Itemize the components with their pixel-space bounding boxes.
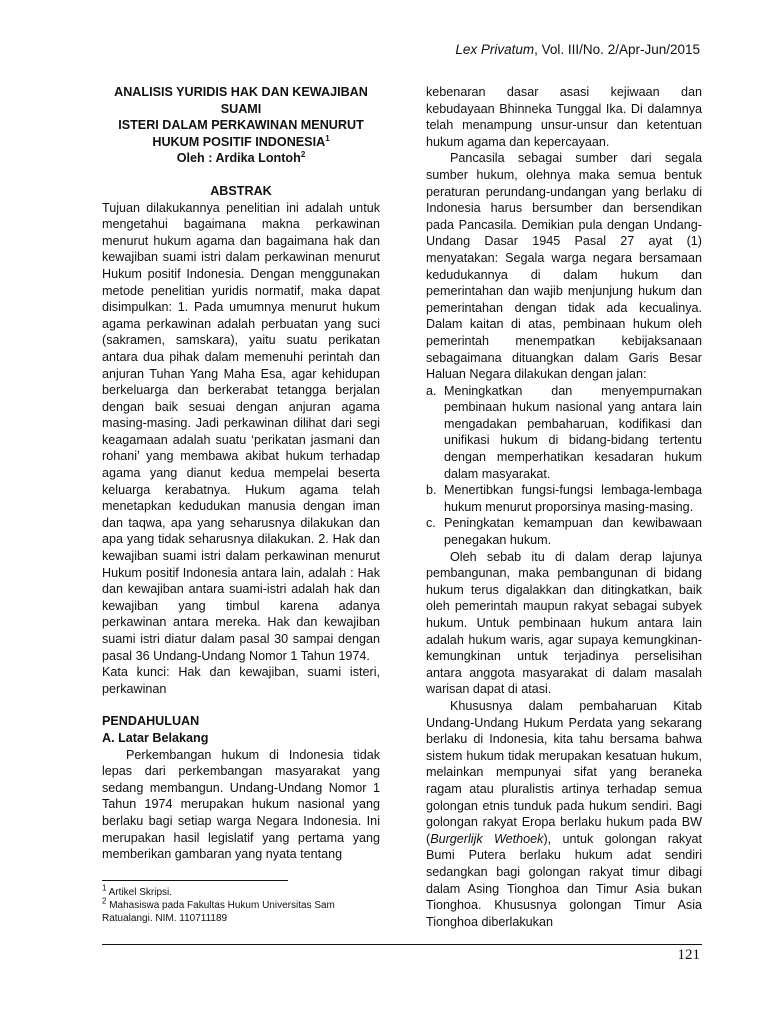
abstract-body: Tujuan dilakukannya penelitian ini adalah untuk mengetahui bagaimana makna perkawinan menurut hukum agama dan bagaimana hak dan kewajiban suami istri dalam perkawinan menurut Hukum positif Indonesia. Dengan menggunakan metode penelitian yuridis normatif, maka dapat disimpulkan: 1. Pada umumnya menurut hukum agama perkawinan adalah perbuatan yang suci (sakramen, samskara), yaitu suatu perikatan antara dua pihak dalam memenuhi perintah dan anjuran Tuhan Yang Maha Esa, agar kehidupan berkeluarga dan berkerabat tetangga berjalan dengan baik sesuai dengan anjuran agama masing-masing. Jadi perkawinan dilihat dari segi keagamaan adalah suatu ‘perikatan jasmani dan rohani’ yang membawa akibat hukum terhadap agama yang dianut kedua mempelai beserta keluarga kerabatnya. Hukum agama telah menetapkan kedudukan manusia dengan iman dan taqwa, apa yang seharusnya dilakukan dan apa yang tidak seharusnya dilakukan. 2. Hak dan kewajiban suami istri dalam perkawinan menurut Hukum positif Indonesia antara lain, adalah : Hak dan kewajiban antara suami-istri adalah hak dan kewajiban yang timbul karena adanya perkawinan antara mereka. Hak dan kewajiban suami istri diatur dalam pasal 30 sampai dengan pasal 36 Undang-Undang Nomor 1 Tahun 1974. (102, 200, 380, 663)
intro-paragraph: Perkembangan hukum di Indonesia tidak lepas dari perkembangan masyarakat yang sedang membangun. Undang-Undang Nomor 1 Tahun 1974 merupakan hukum nasional yang berlaku bagi setiap warga Negara Indonesia. Ini merupakan hasil legislatif yang pertama yang memberikan gambaran yang nyata tentang (102, 747, 380, 862)
paragraph-kuhperdata: Khususnya dalam pembaharuan Kitab Undang-Undang Hukum Perdata yang sekarang berlaku di Indonesia, kita tahu bersama bahwa sistem hukum tidak merupakan kesatuan hukum, melainkan mempunyai sifat yang beraneka ragam atau pluralistis artinya terhadap semua golongan etnis tunduk pada hukum sendiri. Bagi golongan rakyat Eropa berlaku hukum pada BW (Burgerlijk Wethoek), untuk golongan rakyat Bumi Putera berlaku hukum adat sendiri sedangkan bagi golongan rakyat timur dibagi dalam Asing Tionghoa dan Timur Asia bukan Tionghoa. Khususnya golongan Timur Asia Tionghoa diberlakukan (426, 698, 702, 929)
italic-term: Burgerlijk Wethoek (430, 831, 544, 846)
footnote-2: $^2$ Mahasiswa pada Fakultas Hukum Universitas Sam Ratualangi. NIM. 110711189 (102, 896, 335, 924)
footnote-1: $^1$ Artikel Skripsi. (102, 883, 173, 898)
page-number: 121 (677, 947, 700, 963)
footnote-ref-2: 2 (300, 150, 306, 160)
title-line-2: ISTERI DALAM PERKAWINAN MENURUT (118, 118, 364, 133)
footnote-ref-1: 1 (325, 133, 330, 143)
title-line-1: ANALISIS YURIDIS HAK DAN KEWAJIBAN SUAMI (114, 85, 368, 116)
abstract-heading: ABSTRAK (210, 183, 272, 198)
journal-name: Lex Privatum (455, 42, 535, 57)
footer-rule (102, 944, 702, 945)
title-line-3: HUKUM POSITIF INDONESIA$^1$ (152, 133, 330, 149)
section-heading-pendahuluan: PENDAHULUAN (102, 714, 200, 729)
footnotes (102, 883, 382, 925)
subsection-heading: A. Latar Belakang (102, 730, 209, 745)
issue-info: , Vol. III/No. 2/Apr-Jun/2015 (534, 42, 700, 57)
list-item: a. Meningkatkan dan menyempurnakan pembinaan hukum nasional yang antara lain mengadakan pembaharuan, kodifikasi dan unifikasi hukum di bidang-bidang tertentu dengan memperhatikan kesadaran hukum dalam masyarakat. (426, 383, 702, 481)
policy-list (426, 383, 702, 549)
paragraph-continued: kebenaran dasar asasi kejiwaan dan kebudayaan Bhinneka Tunggal Ika. Di dalamnya telah menampung unsur-unsur dan ketentuan hukum agama dan kepercayaan. (426, 85, 702, 149)
running-header (455, 42, 700, 57)
author-line: Oleh : Ardika Lontoh$^2$ (176, 150, 306, 166)
list-item: b. Menertibkan fungsi-fungsi lembaga-lembaga hukum menurut proporsinya masing-masing. (426, 483, 702, 514)
paragraph-pancasila: Pancasila sebagai sumber dari segala sumber hukum, olehnya maka semua bentuk peraturan perundang-undangan yang berlaku di Indonesia harus bersumber dan bersendikan pada Pancasila. Demikian pula dengan Undang-Undang Dasar 1945 Pasal 27 ayat (1) menyatakan: Segala warga negara bersamaan kedudukannya di dalam hukum dan pemerintahan dan wajib menjunjung hukum dan pemerintahan dengan tidak ada kecualinya. Dalam kaitan di atas, pembinaan hukum oleh pemerintah menempatkan kebijaksanaan sebagaimana dituangkan dalam Garis Besar Haluan Negara dilakukan dengan jalan: (426, 151, 702, 382)
paragraph-pembangunan: Oleh sebab itu di dalam derap lajunya pembangunan, maka pembangunan di bidang hukum terus digalakkan dan ditingkatkan, baik oleh pemerintah maupun rakyat sebagai subyek hukum. Untuk pembinaan hukum antara lain adalah hukum waris, agar supaya kemungkinan-kemungkinan untuk terjadinya perselisihan antara anggota masyarakat di dalam masalah warisan dapat di atasi. (426, 549, 702, 697)
list-item: c. Peningkatan kemampuan dan kewibawaan penegakan hukum. (426, 516, 702, 548)
article-title (102, 84, 380, 167)
footnote-separator (102, 880, 288, 881)
keywords: Kata kunci: Hak dan kewajiban, suami isteri, perkawinan (102, 665, 380, 696)
right-column (426, 84, 702, 930)
left-column (102, 84, 380, 863)
